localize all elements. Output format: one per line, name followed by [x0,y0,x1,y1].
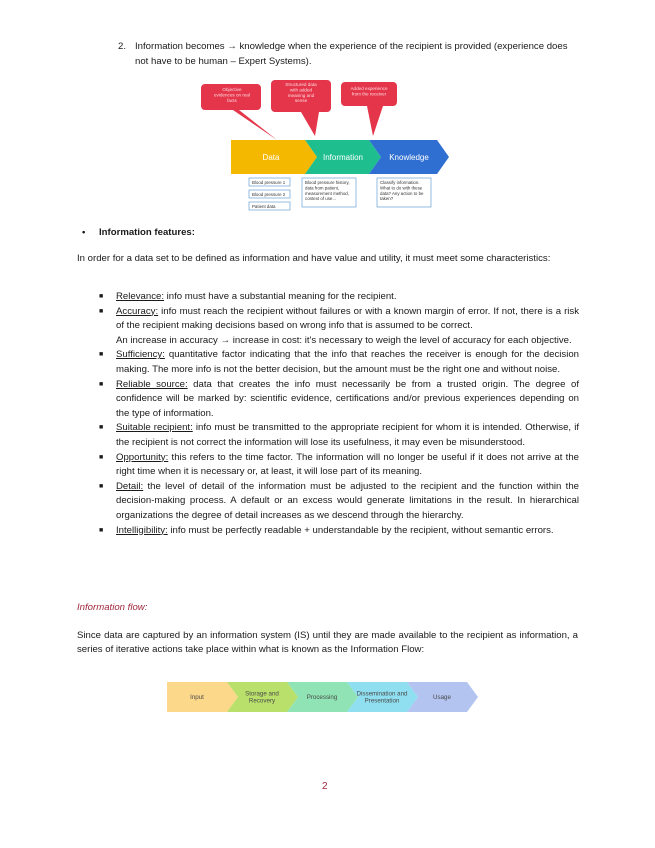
flow-step [167,682,238,712]
stage-knowledge [369,140,449,174]
feature-text: info must be transmitted to the appropriate recipient for whom it is intended. Otherwise, if the recipient is not correct the information will lose its usefulness, it may even be misunderstood. [116,422,580,448]
feature-text: info must reach the recipient without failures or with a known margin of error. If not, there is a risk of the recipient making decisions based on wrong info that is assumed to be correct. [116,305,579,332]
square-bullet-icon: ■ [99,526,104,534]
svg-text:Dissemination andPresentation: Dissemination and Presentation [356,690,408,705]
knowledge-box [377,178,431,207]
feature-term: Accuracy: [116,305,159,317]
svg-text:Storage andRecovery: Storage and Recovery [245,690,279,705]
dik-diagram [195,78,465,213]
square-bullet-icon: ■ [99,482,104,490]
flow-step [347,682,418,712]
feature-item [99,305,579,349]
features-heading-label: Information features: [99,227,195,238]
svg-text:Patient data: Patient data [252,204,276,209]
feature-term: Detail: [116,480,144,492]
feature-term: Suitable recipient: [116,422,193,434]
svg-text:Blood pressure 2: Blood pressure 2 [252,192,286,197]
svg-text:Knowledge: Knowledge [389,153,429,162]
svg-text:Information: Information [322,153,364,162]
feature-item [99,451,579,480]
square-bullet-icon: ■ [99,307,104,315]
flow-section-title: Information flow: [77,602,148,613]
square-bullet-icon: ■ [99,453,104,461]
stage-data [231,140,317,174]
feature-item [99,348,579,377]
square-bullet-icon: ■ [99,351,104,359]
features-intro: In order for a data set to be defined as information and have value and utility, it must meet some characteristics: [77,253,551,264]
svg-text:Classify information.What to d: Classify information. What to do with these data? Any action to be taken? [380,180,424,202]
feature-item [99,290,579,305]
feature-term: Opportunity: [116,451,169,463]
data-boxes [249,178,290,210]
square-bullet-icon: ■ [99,424,104,432]
feature-term: Relevance: [116,291,164,302]
svg-text:Input: Input [190,694,204,701]
information-flow-diagram [167,679,487,717]
information-box [302,178,356,207]
svg-text:Added experiencefrom the recei: Added experience from the receiver [350,86,388,97]
svg-text:Blood pressure history,data fr: Blood pressure history, data from patient, measurement method, context of use... [305,180,350,202]
feature-text: quantitative factor indicating that the info that reaches the receiver is enough for the decision making. The more info is not the better decision, but the amount must be the right one and without noise. [116,349,579,375]
feature-text: info must have a substantial meaning for the recipient. [164,291,397,302]
feature-term: Reliable source: [116,378,188,390]
callout-experience [341,82,397,136]
feature-text: this refers to the time factor. The information will no longer be useful if it does not arrive at the right time when it is necessary or, at least, it will lose part of its meaning. [116,451,579,478]
feature-extra: An increase in accuracy → increase in cost: it's necessary to weigh the level of accuracy for each objective. [116,334,572,346]
svg-text:Objectiveevidences on realfact: Objective evidences on real facts [213,87,251,103]
feature-text: the level of detail of the information must be adjusted to the recipient and the function within the decision-making process. A default or an excess would generate limitations in the result. In hierarchical organizations the degree of detail increases as we descend through the hierarchy. [116,480,579,521]
page-number: 2 [322,781,328,792]
callout-objective [201,84,277,140]
item-text: Information becomes → knowledge when the experience of the recipient is provided (experience does not have to be human – Expert Systems). [135,41,568,67]
feature-term: Intelligibility: [116,524,168,536]
svg-text:Usage: Usage [433,694,451,701]
item-number: 2. [118,41,127,52]
svg-text:Blood pressure 1: Blood pressure 1 [252,180,286,185]
feature-text: info must be perfectly readable + understandable by the recipient, without semantic errors. [167,524,554,536]
bullet-icon: • [82,227,86,238]
svg-text:Structured datawith addedmeani: Structured data with added meaning and sense [285,82,317,104]
square-bullet-icon: ■ [99,293,104,300]
feature-text: data that creates the info must necessarily be from a trusted origin. The degree of confidence will be marked by: scientific evidence, certifications and/or previous experiences depending on the type of information. [116,378,579,419]
features-list [99,290,579,538]
feature-term: Sufficiency: [116,349,165,361]
feature-item [99,378,579,422]
callout-structured [271,80,331,136]
flow-intro: Since data are captured by an information system (IS) until they are made available to the recipient as information, a series of iterative actions take place within what is known as the Information Flow: [77,630,578,656]
feature-item [99,421,579,450]
svg-text:Data: Data [262,153,280,162]
square-bullet-icon: ■ [99,380,104,388]
svg-text:Processing: Processing [306,694,338,701]
feature-item [99,524,579,539]
feature-item [99,480,579,524]
